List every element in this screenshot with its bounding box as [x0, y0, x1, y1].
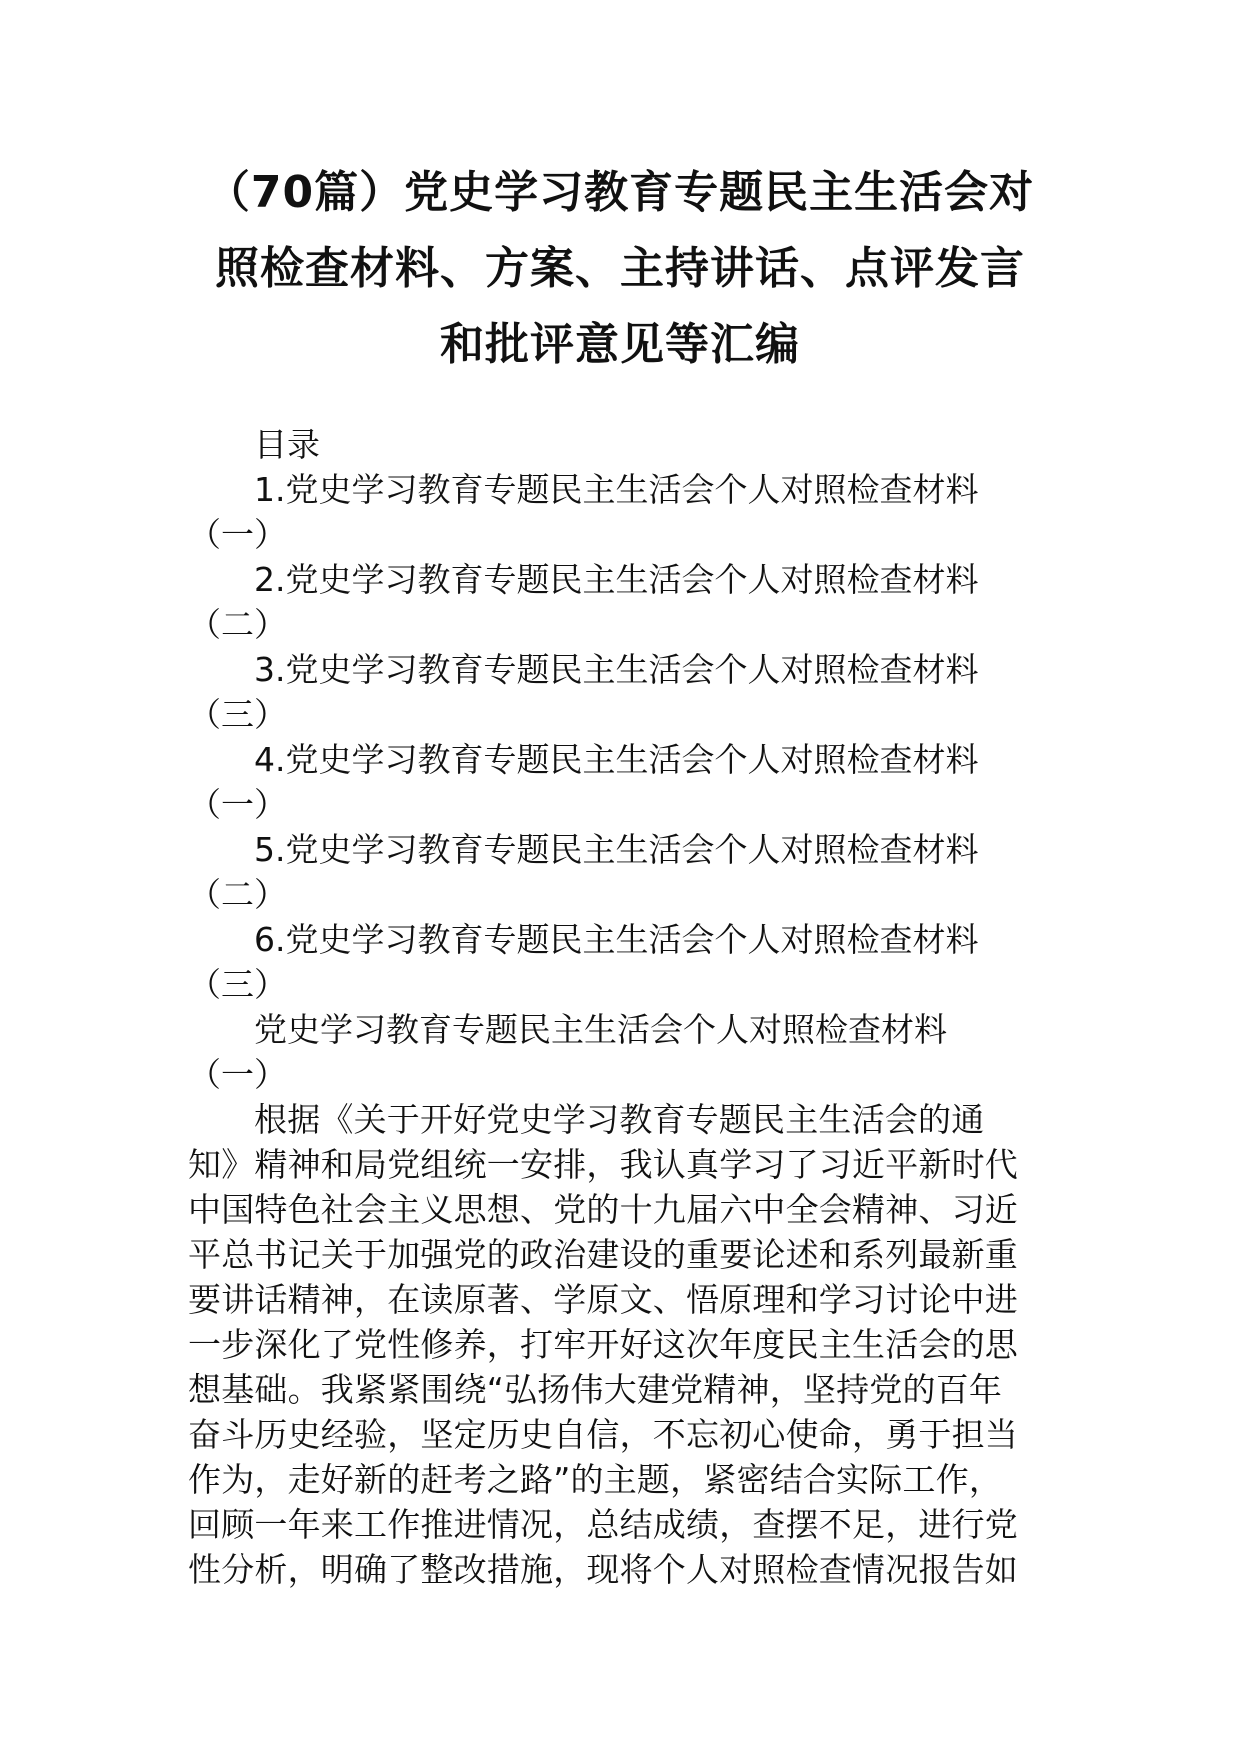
body-line: 要讲话精神，在读原著、学原文、悟原理和学习讨论中进	[188, 1280, 1018, 1319]
toc-item	[188, 557, 1054, 647]
toc-item	[188, 647, 1054, 737]
body-line: 知》精神和局党组统一安排，我认真学习了习近平新时代	[188, 1145, 1018, 1184]
body-line: 回顾一年来工作推进情况，总结成绩，查摆不足，进行党	[188, 1505, 1018, 1544]
body-paragraph	[188, 1097, 1054, 1592]
title-line: （70篇）党史学习教育专题民主生活会对	[205, 167, 1035, 218]
toc-item-title: 5.党史学习教育专题民主生活会个人对照检查材料	[254, 830, 979, 869]
toc-item-suffix: （二）	[188, 875, 287, 914]
toc-item	[188, 467, 1054, 557]
toc-item-title: 1.党史学习教育专题民主生活会个人对照检查材料	[254, 470, 979, 509]
toc-item-suffix: （三）	[188, 695, 287, 734]
toc-item	[188, 737, 1054, 827]
body-line: 中国特色社会主义思想、党的十九届六中全会精神、习近	[188, 1190, 1018, 1229]
toc-item-suffix: （一）	[188, 515, 287, 554]
document-content	[188, 422, 1054, 1592]
body-line: 根据《关于开好党史学习教育专题民主生活会的通	[254, 1100, 985, 1139]
body-line: 想基础。我紧紧围绕“弘扬伟大建党精神，坚持党的百年	[188, 1370, 1003, 1409]
document-title	[150, 155, 1090, 383]
toc-item	[188, 827, 1054, 917]
toc-item-suffix: （三）	[188, 965, 287, 1004]
toc-item-suffix: （二）	[188, 605, 287, 644]
toc-item-title: 2.党史学习教育专题民主生活会个人对照检查材料	[254, 560, 979, 599]
title-line: 和批评意见等汇编	[440, 319, 800, 370]
title-line: 照检查材料、方案、主持讲话、点评发言	[215, 243, 1025, 294]
toc-item-suffix: （一）	[188, 785, 287, 824]
body-line: 一步深化了党性修养，打牢开好这次年度民主生活会的思	[188, 1325, 1018, 1364]
toc-item	[188, 917, 1054, 1007]
section-heading	[188, 1007, 1054, 1097]
body-line: 平总书记关于加强党的政治建设的重要论述和系列最新重	[188, 1235, 1018, 1274]
body-line: 性分析，明确了整改措施，现将个人对照检查情况报告如	[188, 1550, 1018, 1589]
body-line: 作为，走好新的赶考之路”的主题，紧密结合实际工作，	[188, 1460, 1003, 1499]
toc-item-title: 4.党史学习教育专题民主生活会个人对照检查材料	[254, 740, 979, 779]
toc-heading: 目录	[254, 425, 320, 464]
toc-item-title: 3.党史学习教育专题民主生活会个人对照检查材料	[254, 650, 979, 689]
toc-item-title: 6.党史学习教育专题民主生活会个人对照检查材料	[254, 920, 979, 959]
body-line: 奋斗历史经验，坚定历史自信，不忘初心使命，勇于担当	[188, 1415, 1018, 1454]
section-heading-title: 党史学习教育专题民主生活会个人对照检查材料	[254, 1010, 947, 1049]
toc-list	[188, 467, 1054, 1007]
section-heading-suffix: （一）	[188, 1055, 287, 1094]
